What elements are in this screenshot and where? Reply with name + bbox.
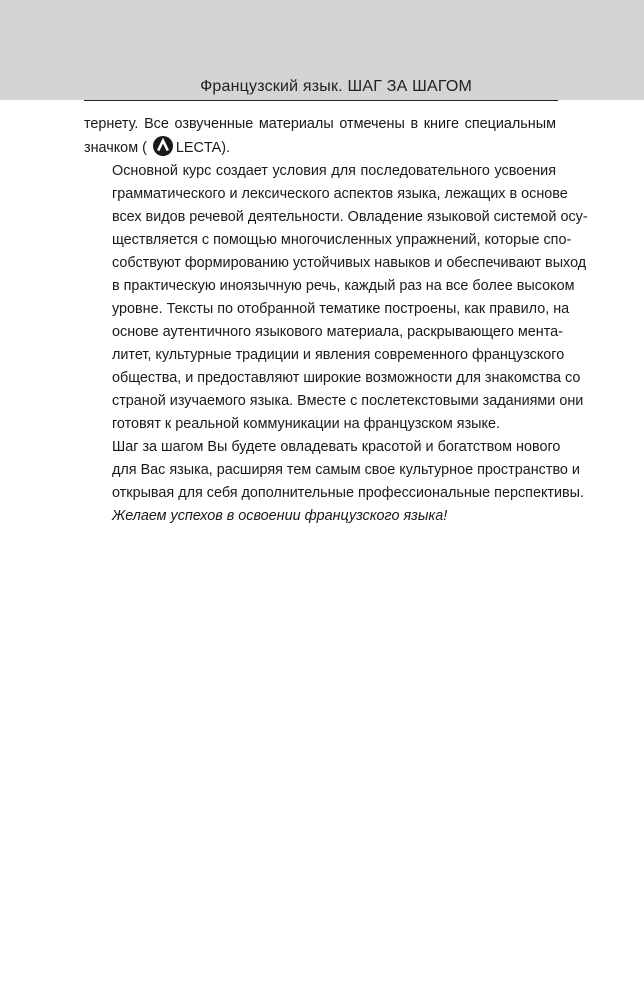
text-line: Шаг за шагом Вы будете овладевать красотой и богатством нового	[112, 439, 561, 455]
body-paragraph-course	[84, 160, 588, 436]
text-line: для Вас языка, расширяя тем самым свое культурное пространство и	[112, 462, 580, 478]
text-line: в практическую иноязычную речь, каждый раз на все более высоком	[112, 278, 575, 294]
text-line: ществляется с помощью многочисленных упражнений, которые спо-	[112, 232, 572, 248]
text-line: Основной курс создает условия для последовательного усвоения	[112, 163, 556, 179]
text-line: уровне. Тексты по отобранной тематике построены, как правило, на	[112, 301, 570, 317]
lecta-logo-icon	[153, 136, 173, 156]
text-line	[84, 136, 556, 160]
text-line: готовят к реальной коммуникации на французском языке.	[112, 416, 500, 432]
text-line: основе аутентичного языкового материала, раскрывающего мента-	[112, 324, 563, 340]
text-line: грамматического и лексического аспектов языка, лежащих в основе	[112, 186, 568, 202]
header-divider	[84, 100, 558, 101]
text-line: литет, культурные традиции и явления современного французского	[112, 347, 565, 363]
text-line: всех видов речевой деятельности. Овладение языковой системой осу-	[112, 209, 588, 225]
closing-wish-text: Желаем успехов в освоении французского языка!	[112, 508, 448, 524]
text-line: тернету. Все озвученные материалы отмечены в книге специальным	[84, 116, 556, 132]
text-line: собствуют формированию устойчивых навыков и обеспечивают выход	[112, 255, 587, 271]
body-paragraph-steps	[84, 436, 585, 505]
text-fragment: значком (	[84, 140, 147, 156]
text-line: общества, и предоставляют широкие возможности для знакомства со	[112, 370, 581, 386]
running-header-title: Французский язык. ШАГ ЗА ШАГОМ	[200, 78, 472, 95]
closing-wish	[84, 505, 556, 528]
page-body	[84, 113, 588, 528]
intro-paragraph	[84, 113, 556, 160]
text-fragment: LECTA).	[175, 140, 230, 156]
text-line: открывая для себя дополнительные профессиональные перспективы.	[112, 485, 585, 501]
text-line: страной изучаемого языка. Вместе с послетекстовыми заданиями они	[112, 393, 584, 409]
